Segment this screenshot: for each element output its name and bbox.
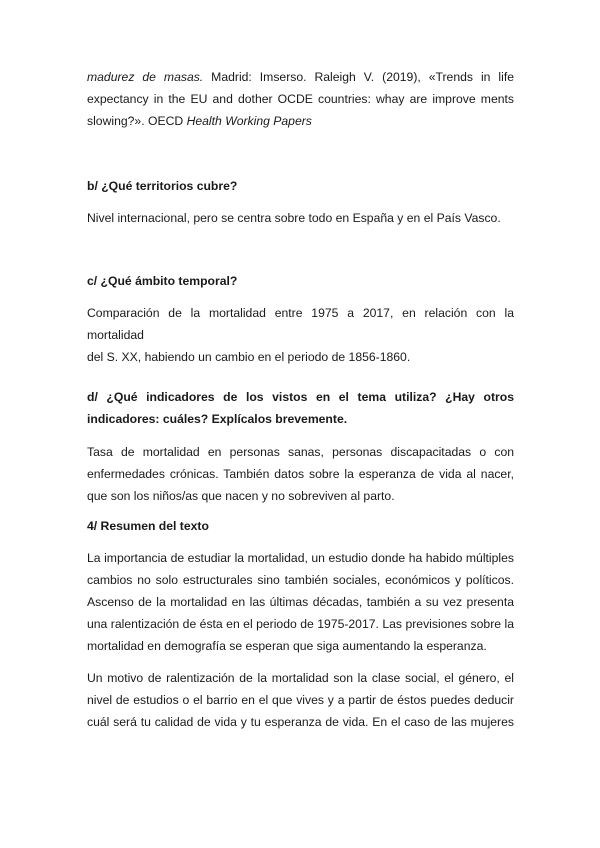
section-d-heading <box>87 386 514 430</box>
body-line: cuál será tu calidad de vida y tu esperanza de vida. En el caso de las mujeres <box>87 715 514 729</box>
body-line: nivel de estudios o el barrio en el que vives y a partir de éstos puedes deducir <box>87 693 514 707</box>
body-line: del S. XX, habiendo un cambio en el periodo de 1856-1860. <box>87 350 411 364</box>
reference-text: slowing?». OECD <box>87 114 187 128</box>
body-line: mortalidad en demografía se esperan que siga aumentando la esperanza. <box>87 639 487 653</box>
reference-paragraph <box>87 66 514 132</box>
reference-series: Health Working Papers <box>186 114 312 128</box>
body-line: que son los niños/as que nacen y no sobreviven al parto. <box>87 489 395 503</box>
heading-line: indicadores: cuáles? Explícalos brevemente. <box>87 412 348 426</box>
body-line: Tasa de mortalidad en personas sanas, personas discapacitadas o con <box>87 445 514 459</box>
reference-line <box>87 110 514 132</box>
section-d-body <box>87 441 514 507</box>
section-b-heading: b/ ¿Qué territorios cubre? <box>87 179 238 193</box>
reference-title: madurez de masas. <box>87 70 204 84</box>
reference-line <box>87 66 514 88</box>
reference-text: Madrid: Imserso. Raleigh V. (2019), «Trends in life <box>203 70 514 84</box>
summary-paragraph-2 <box>87 667 514 733</box>
section-c-body <box>87 302 514 368</box>
body-line: enfermedades crónicas. También datos sobre la esperanza de vida al nacer, <box>87 467 514 481</box>
heading-line: d/ ¿Qué indicadores de los vistos en el tema utiliza? ¿Hay otros <box>87 390 514 404</box>
body-line: Un motivo de ralentización de la mortalidad son la clase social, el género, el <box>87 671 514 685</box>
reference-line: expectancy in the EU and dother OCDE countries: whay are improve ments <box>87 92 514 106</box>
body-line: Ascenso de la mortalidad en las últimas décadas, también a su vez presenta <box>87 595 514 609</box>
body-line: La importancia de estudiar la mortalidad, un estudio donde ha habido múltiples <box>87 551 514 565</box>
body-line: Comparación de la mortalidad entre 1975 a 2017, en relación con la mortalidad <box>87 306 514 342</box>
body-line: una ralentización de ésta en el periodo de 1975-2017. Las previsiones sobre la <box>87 617 514 631</box>
section-c-heading: c/ ¿Qué ámbito temporal? <box>87 274 238 288</box>
body-line: cambios no solo estructurales sino también sociales, económicos y políticos. <box>87 573 514 587</box>
section-4-heading: 4/ Resumen del texto <box>87 519 209 533</box>
summary-paragraph-1 <box>87 547 514 657</box>
section-b-body: Nivel internacional, pero se centra sobre todo en España y en el País Vasco. <box>87 211 501 225</box>
